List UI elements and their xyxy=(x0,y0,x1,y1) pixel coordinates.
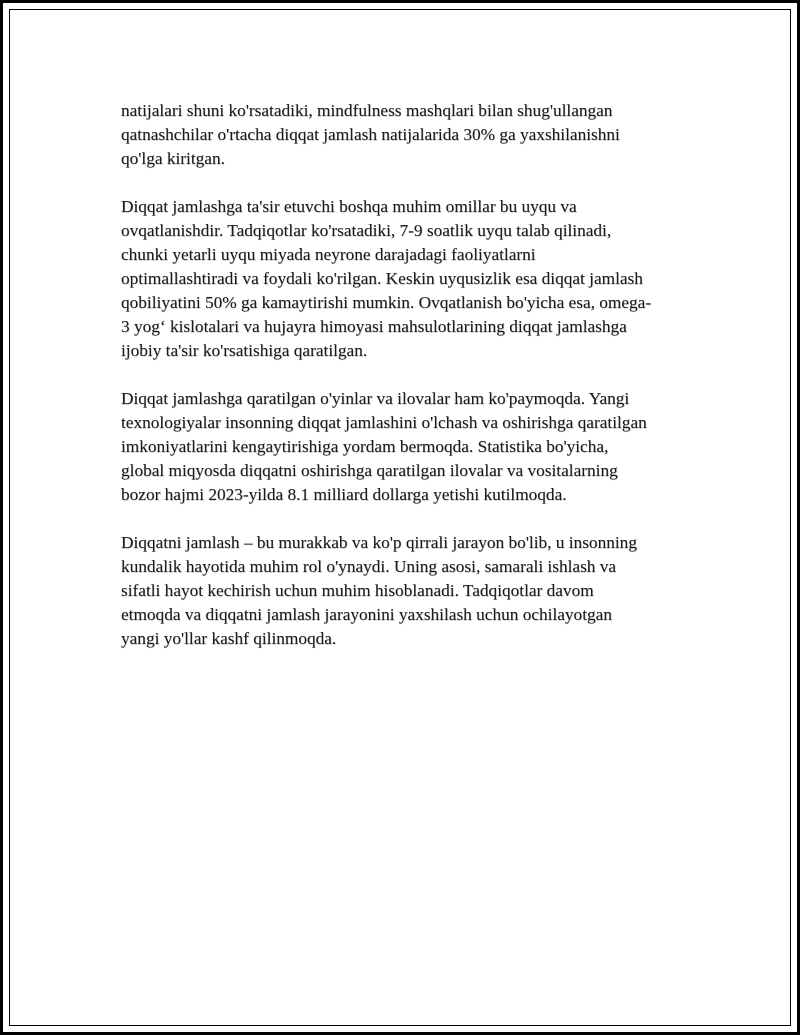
text-line: chunki yetarli uyqu miyada neyrone darajadagi faoliyatlarni xyxy=(121,245,536,264)
text-line: bozor hajmi 2023-yilda 8.1 milliard dollarga yetishi kutilmoqda. xyxy=(121,485,567,504)
text-line: optimallashtiradi va foydali ko'rilgan. Keskin uyqusizlik esa diqqat jamlash xyxy=(121,269,643,288)
text-line: Diqqat jamlashga qaratilgan o'yinlar va ilovalar ham ko'paymoqda. Yangi xyxy=(121,389,630,408)
text-line: yangi yo'llar kashf qilinmoqda. xyxy=(121,629,337,648)
text-line: natijalari shuni ko'rsatadiki, mindfulness mashqlari bilan shug'ullangan xyxy=(121,101,613,120)
paragraph-3 xyxy=(121,387,691,507)
text-line: qatnashchilar o'rtacha diqqat jamlash natijalarida 30% ga yaxshilanishni xyxy=(121,125,620,144)
text-line: imkoniyatlarini kengaytirishiga yordam bermoqda. Statistika bo'yicha, xyxy=(121,437,609,456)
text-line: Diqqat jamlashga ta'sir etuvchi boshqa muhim omillar bu uyqu va xyxy=(121,197,577,216)
text-line: kundalik hayotida muhim rol o'ynaydi. Uning asosi, samarali ishlash va xyxy=(121,557,617,576)
text-line: qobiliyatini 50% ga kamaytirishi mumkin. Ovqatlanish bo'yicha esa, omega- xyxy=(121,293,652,312)
text-line: 3 yog‘ kislotalari va hujayra himoyasi mahsulotlarining diqqat jamlashga xyxy=(121,317,627,336)
paragraph-2 xyxy=(121,195,691,363)
text-line: texnologiyalar insonning diqqat jamlashini o'lchash va oshirishga qaratilgan xyxy=(121,413,647,432)
text-line: ovqatlanishdir. Tadqiqotlar ko'rsatadiki, 7-9 soatlik uyqu talab qilinadi, xyxy=(121,221,612,240)
text-line: Diqqatni jamlash – bu murakkab va ko'p qirrali jarayon bo'lib, u insonning xyxy=(121,533,637,552)
paragraph-1 xyxy=(121,99,691,171)
text-line: global miqyosda diqqatni oshirishga qaratilgan ilovalar va vositalarning xyxy=(121,461,618,480)
document-body xyxy=(121,99,691,675)
text-line: sifatli hayot kechirish uchun muhim hisoblanadi. Tadqiqotlar davom xyxy=(121,581,594,600)
text-line: qo'lga kiritgan. xyxy=(121,149,225,168)
paragraph-4 xyxy=(121,531,691,651)
text-line: ijobiy ta'sir ko'rsatishiga qaratilgan. xyxy=(121,341,368,360)
text-line: etmoqda va diqqatni jamlash jarayonini yaxshilash uchun ochilayotgan xyxy=(121,605,612,624)
